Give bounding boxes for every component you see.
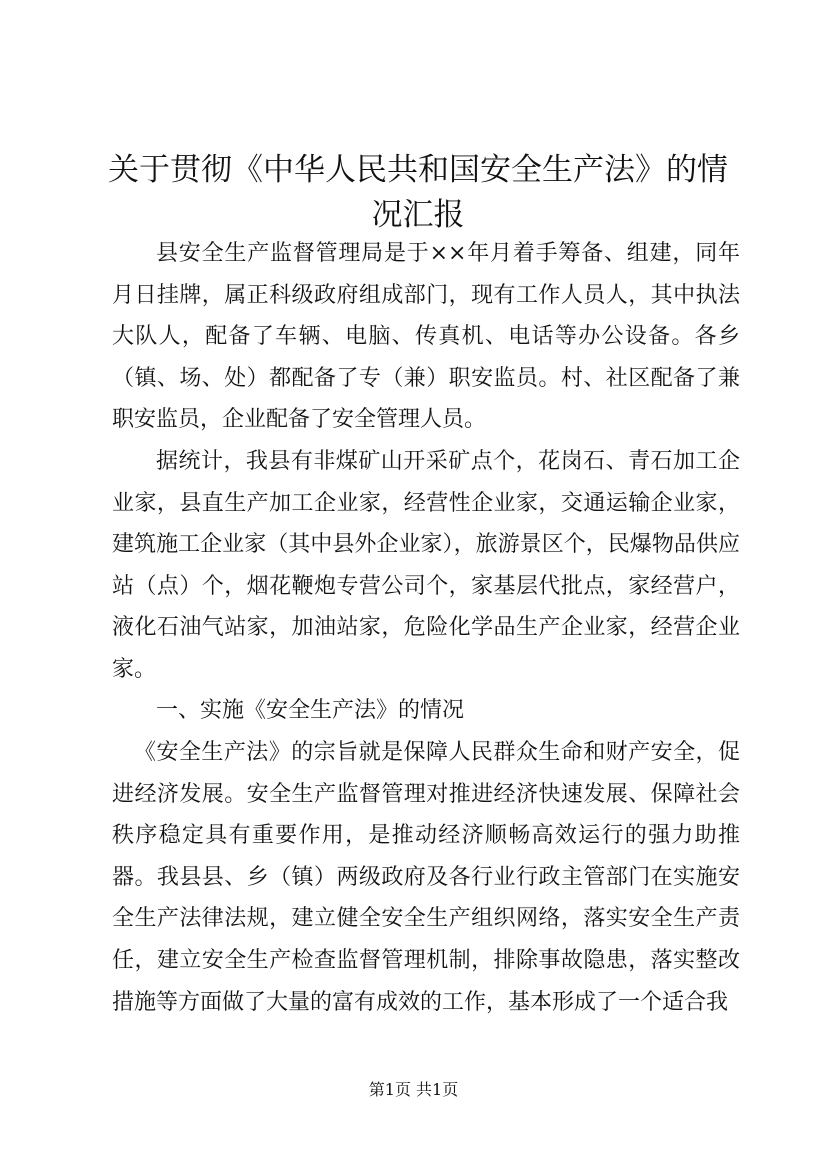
section-heading-implementation: 一、实施《安全生产法》的情况: [156, 698, 465, 723]
page-footer: 第1页 共1页: [368, 1080, 459, 1099]
document-title-line-2: 况汇报: [371, 197, 465, 233]
document-title-line-1: 关于贯彻《中华人民共和国安全生产法》的情: [108, 152, 728, 188]
paragraph-purpose: 《安全生产法》的宗旨就是保障人民群众生命和财产安全，促进经济发展。安全生产监督管理对推进经济快速发展、保障社会秩序稳定具有重要作用，是推动经济顺畅高效运行的强力助推器。我县县、乡（镇）两级政府及各行业行政主管部门在实施安全生产法律法规，建立健全安全生产组织网络，落实安全生产责任，建立安全生产检查监督管理机制，排除事故隐患，落实整改措施等方面做了大量的富有成效的工作，基本形成了一个适合我: [112, 740, 740, 1015]
paragraph-staffing: 县安全生产监督管理局是于××年月着手筹备、组建，同年月日挂牌，属正科级政府组成部门，现有工作人员人，其中执法大队人，配备了车辆、电脑、传真机、电话等办公设备。各乡（镇、场、处）都配备了专（兼）职安监员。村、社区配备了兼职安监员，企业配备了安全管理人员。: [112, 241, 740, 433]
paragraph-statistics: 据统计，我县有非煤矿山开采矿点个，花岗石、青石加工企业家，县直生产加工企业家，经营性企业家，交通运输企业家，建筑施工企业家（其中县外企业家），旅游景区个，民爆物品供应站（点）个，烟花鞭炮专营公司个，家基层代批点，家经营户，液化石油气站家，加油站家，危险化学品生产企业家，经营企业家。: [112, 449, 740, 682]
